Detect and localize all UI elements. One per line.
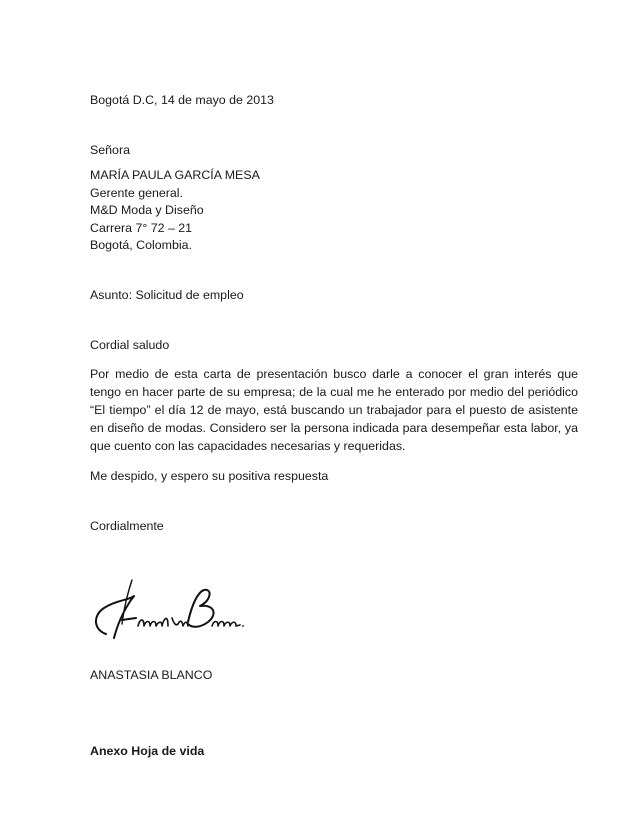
recipient-position: Gerente general. [90, 185, 183, 200]
recipient-city: Bogotá, Colombia. [90, 238, 192, 252]
closing: Cordialmente [90, 519, 164, 533]
annex-note: Anexo Hoja de vida [90, 744, 205, 758]
subject-line: Asunto: Solicitud de empleo [90, 288, 244, 302]
place-date: Bogotá D.C, 14 de mayo de 2013 [90, 93, 274, 107]
recipient-address: Carrera 7° 72 – 21 [90, 220, 193, 235]
recipient-name: MARÍA PAULA GARCÍA MESA [90, 168, 260, 182]
greeting: Cordial saludo [90, 338, 170, 352]
letter-body: Por medio de esta carta de presentación busco darle a conocer el gran interés que tengo en hacer parte de su empresa; de la cual me he enterado por medio del periódico “El tiempo” el día 12 de mayo, está buscando un trabajador para el puesto de asistente en diseño de modas. Considero ser la persona indicada para desempeñar esta labor, ya que cuento con las capacidades necesarias y requeridas. [90, 367, 578, 454]
sender-name: ANASTASIA BLANCO [90, 668, 213, 682]
recipient-block [90, 167, 260, 255]
handwritten-signature [88, 574, 248, 648]
salutation-title: Señora [90, 143, 130, 157]
recipient-company: M&D Moda y Diseño [90, 203, 204, 217]
farewell: Me despido, y espero su positiva respuesta [90, 469, 329, 483]
